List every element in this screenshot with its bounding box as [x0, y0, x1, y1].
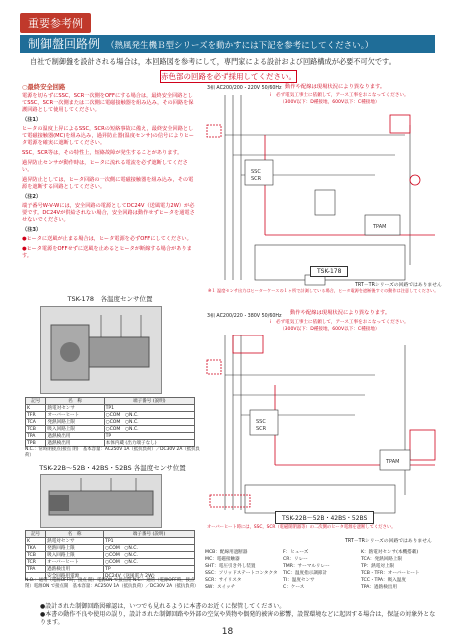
legend-item: SCR：サイリスタ	[205, 577, 242, 583]
col-name: 名 称	[46, 398, 104, 405]
symbol-legend	[205, 548, 445, 590]
page-subtitle: （熱風発生機Ｂ型シリーズを動かすには下記を参考にしてください。）	[106, 41, 374, 51]
safety-p2: ヒータの温度上昇によるSSC，SCRの短絡事故に備え，最終安全回路として電磁接触器(MC)を組み込み，過昇防止器(温度センサ)の信号によりヒータ電源を確実に遮断してください。	[22, 126, 194, 146]
cell: TKA	[26, 545, 46, 552]
cell: ○COM ○N.C.	[104, 426, 194, 433]
section-tag: 重要参考例	[20, 13, 91, 33]
red-notice: 赤色部の回路を必ず採用してください。	[161, 72, 296, 81]
legend-item: K：熱電対センサ(本機搭載)	[361, 549, 419, 555]
cell: TPB	[26, 440, 46, 447]
legend-item: TCC・TPA：吸入温度	[361, 577, 406, 583]
diagram2-caption: TSK-22B〜52B・42BS・52BS	[275, 511, 374, 524]
note1-label: （注1）	[22, 117, 42, 123]
svg-text:SCR: SCR	[251, 176, 262, 182]
col-terminal: 端子番号 (説明)	[104, 398, 194, 405]
svg-text:SCR: SCR	[256, 426, 267, 432]
cell: TCA	[26, 419, 46, 426]
svg-text:TPAM: TPAM	[373, 224, 387, 230]
cell: 安全回路用電源	[46, 573, 104, 580]
diagram1-caption: TSK-178	[310, 266, 348, 277]
cell: ○COM ○N.C.	[104, 419, 194, 426]
col-terminal: 端子番号 (説明)	[104, 531, 195, 538]
cell: TFR	[26, 412, 46, 419]
table-row	[26, 419, 195, 426]
cell: TPA	[26, 433, 46, 440]
safety-p7: ●ヒータに送風が止まる場合は，ヒータ電源を必ずOFFにしてください。	[22, 236, 192, 242]
col-name: 名 称	[46, 531, 104, 538]
device-diagram-22b	[40, 474, 162, 528]
cell: ○COM ○N.C.	[104, 552, 195, 559]
sensor-table-178	[25, 397, 195, 447]
diag1-note: TRT－TRシリーズの回路ではありません	[355, 283, 442, 288]
table-row	[26, 440, 195, 447]
table-row	[26, 552, 195, 559]
note3-label: （注3）	[22, 227, 42, 233]
svg-text:SSC: SSC	[251, 169, 261, 175]
footer-notes	[40, 603, 440, 627]
safety-p4: 過昇防止センサが動作時は，ヒータに流れる電流を必ず遮断してください。	[22, 160, 188, 173]
cell: 熱電対センサ	[46, 405, 104, 412]
device-diagram-178	[40, 306, 162, 394]
legend-item: SHT：電圧引き外し装置	[205, 563, 256, 569]
safety-p1: 電源を切らずにSSC，SCR一次側をOFFにする場合は，最終安全回路としてSSC，SCR一次側または二次側に電磁接触器を組み込み，その回路を保護回路として使用してください。	[22, 93, 194, 113]
cell: ○COM ○N.C.	[104, 412, 194, 419]
safety-p8: ●ヒータ電源をOFFせずに送風を止めるとヒータが断線する場合があります。	[22, 246, 192, 259]
safety-heading: ○最終安全回路	[22, 84, 66, 91]
legend-item: TCA：発熱回路上限	[361, 556, 403, 562]
page-number: 18	[221, 627, 234, 637]
cell: 吸入回路上限	[46, 426, 104, 433]
svg-text:TPAM: TPAM	[386, 459, 400, 465]
sensor-table-22b	[25, 530, 195, 580]
diag1-red-2: ⅰ 必ず電気工事士に依頼して，アース工事をおこなってください。	[270, 93, 409, 98]
cell: TP	[104, 433, 194, 440]
legend-item: TMR：サーマルリレー	[283, 563, 330, 569]
cell: オーバーヒート	[46, 412, 104, 419]
cell: 吸入回路上限	[46, 552, 104, 559]
legend-item: TCB・TFR：オーバーヒート	[361, 570, 420, 576]
legend-item: C：ケース	[283, 584, 305, 590]
cell: TP	[104, 566, 195, 573]
table-row	[26, 566, 195, 573]
table-row	[26, 545, 195, 552]
table-row	[26, 538, 195, 545]
table-row	[26, 433, 195, 440]
cell: 熱電対センサ	[46, 538, 104, 545]
sensor-title-178: TSK-178 各温度センサ位置	[67, 295, 153, 303]
cell: ○COM ○N.C.	[104, 545, 195, 552]
table-row	[26, 426, 195, 433]
col-symbol: 記号	[26, 531, 46, 538]
safety-p3: SSC，SCR等は，その特性上，短絡故障が発生することがあります。	[22, 150, 183, 156]
safety-p6: 端子番号W-V-Wには，安全回路の電源としてDC24V（送風電力2W）が必要です。DC24Vが供給されない場合，安全回路は動作せずヒータを通電させないでください。	[22, 203, 195, 223]
table-row	[26, 405, 195, 412]
cell: TPA	[26, 566, 46, 573]
legend-item: SSC：ソリッドステートコンタクタ	[205, 570, 278, 576]
cell: オーバーヒート	[46, 559, 104, 566]
svg-text:SSC: SSC	[256, 419, 266, 425]
cell: TP1	[104, 405, 194, 412]
legend-item: MC：電磁接触器	[205, 556, 240, 562]
legend-item: TP：熱電対上限	[361, 563, 395, 569]
cell: TCR	[26, 559, 46, 566]
footer-line-1: ●設計された制御回路図確認は，いつでも見れるように本書のお近くに保管してください。	[40, 603, 286, 610]
heater-illustration	[41, 307, 161, 393]
diag1-remark: ※１ 温度センサ出力はヒーターケースの１ヶ所で計測している場合，ヒータ電源を遮断後すぐの動作は注意してください。	[208, 288, 439, 293]
cell: 過熱検出用	[46, 433, 104, 440]
cell: TCB	[26, 552, 46, 559]
legend-item: TPA：過熱検出用	[361, 584, 397, 590]
cell: TP1	[104, 538, 195, 545]
table2-note: N.O.：通常（電源OFF時，接点 開）電源ON で接点閉 N.C.：通常（電源OFF時，接点 閉）電源ON で接点開 基本容量：AC250V 1A（抵抗負荷）／DC30V 2A（抵抗負荷）	[25, 578, 199, 589]
page-title: 制御盤回路例	[28, 37, 101, 51]
cell: K	[26, 538, 46, 545]
diag2-red-3: （300V以下：D種接地，600V以下：C種接地）	[280, 327, 380, 332]
cell: ○COM ○N.C.	[104, 559, 195, 566]
legend-item: CR：リレー	[283, 556, 308, 562]
legend-item: TI：温度センサ	[283, 577, 315, 583]
diag2-red-2: ⅰ 必ず電気工事士に依頼して，アース工事をおこなってください。	[270, 320, 409, 325]
legend-item: MCB：配線用遮断器	[205, 549, 248, 555]
cell: 本体内蔵 (出力端子なし)	[104, 440, 194, 447]
legend-item: TIC：温度指示調節計	[283, 570, 328, 576]
page-title-bar	[20, 35, 435, 53]
table-row	[26, 559, 195, 566]
cell: 発熱回路上限	[46, 419, 104, 426]
diag1-red-1: 動作や配線は現場状況により異なります。	[285, 84, 386, 90]
diag2-red-side: オーバーヒート時には，SSC，SCR（電磁開閉器等）の二次側のヒータ電源を遮断してください。	[207, 525, 396, 530]
cell: DC24V（送風電力 2W）	[104, 573, 195, 580]
cell: 過熱検出用	[46, 440, 104, 447]
intro-text: 自社で制御盤を設計される場合は，本回路図を参考にして，専門家による設計および回路構成が必要不可欠です。	[30, 57, 396, 66]
supply-label-2: 3相 AC200/220・380V 50/60Hz	[207, 314, 282, 319]
col-symbol: 記号	[26, 398, 46, 405]
cell: 過熱検出用	[46, 566, 104, 573]
cell: TCB	[26, 426, 46, 433]
diag2-note: TRT－TRシリーズの回路ではありません	[345, 539, 432, 544]
legend-item: SW：スイッチ	[205, 584, 236, 590]
legend-item: F：ヒューズ	[283, 549, 309, 555]
table-row	[26, 412, 195, 419]
diag1-red-3: （300V以下：D種接地，600V以下：C種接地）	[280, 100, 380, 105]
heater-illustration-22b	[41, 475, 161, 527]
footer-line-2: ●本書の動作不良や使用の誤り，設計された制御回路や外部の空気や異物や偶発的被害の影響，設置環境などに起因する場合は，保証の対象外となります。	[40, 611, 436, 626]
safety-p5: 過昇防止としては，ヒータ回路の一次側に電磁接触器を組み込み，その電源を遮断する回路としてください。	[22, 177, 194, 190]
note2-label: （注2）	[22, 194, 42, 200]
circuit-diagram-22b	[205, 335, 440, 520]
safety-notes	[22, 84, 197, 263]
diag2-red-1: 動作や配線は現場状況により異なります。	[290, 310, 391, 316]
sensor-title-22b: TSK-22B〜52B・42BS・52BS 各温度センサ位置	[39, 464, 186, 472]
supply-label-1: 3相 AC200/200・220V 50/60Hz	[207, 86, 282, 91]
cell: 発熱回路上限	[46, 545, 104, 552]
table1-note: N.C.：常時閉接点(接点 閉) 基本容量：AC250V 1A（抵抗負荷）／DC30V 2A（抵抗負荷）	[25, 447, 200, 458]
circuit-diagram-178	[205, 95, 440, 290]
cell: K	[26, 405, 46, 412]
